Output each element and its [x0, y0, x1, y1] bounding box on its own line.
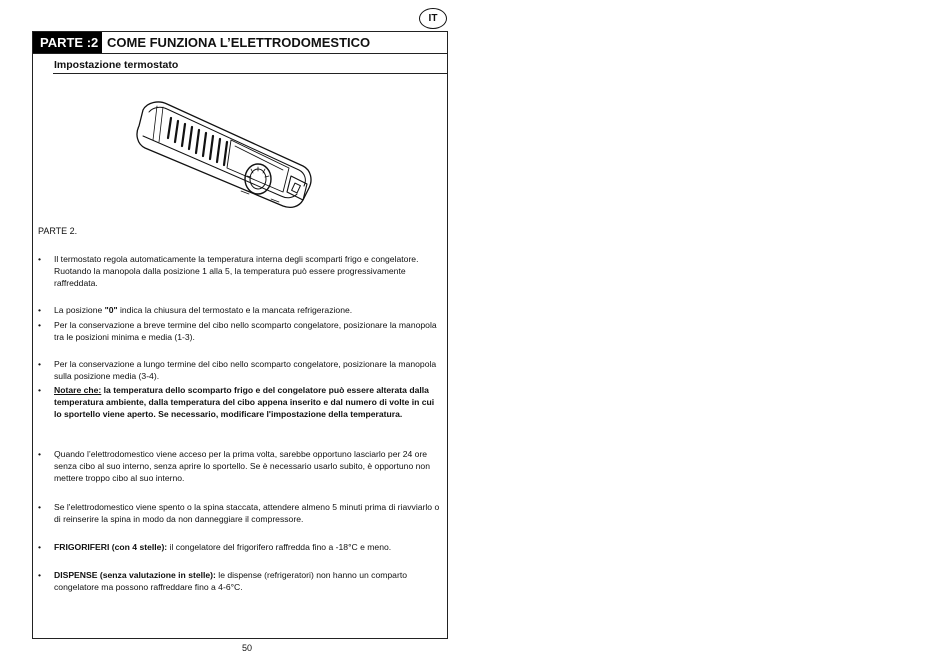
bullet-symbol: •: [38, 359, 42, 369]
list-item: [38, 253, 440, 289]
bullet-text-note: Notare che:: [54, 385, 102, 395]
bullet-text-rest: le dispense (refrigeratori) non hanno un comparto congelatore ma possono raffreddare fino a 4-6°C.: [54, 570, 407, 592]
list-item: [38, 448, 440, 484]
page-number: 50: [241, 643, 252, 653]
part-header: [33, 32, 447, 54]
bullet-symbol: •: [38, 502, 42, 512]
part-intro: PARTE 2.: [38, 226, 78, 236]
bullet-text-bold: DISPENSE (senza valutazione in stelle):: [54, 570, 216, 580]
language-badge: IT: [419, 8, 447, 29]
bullet-text: Per la conservazione a breve termine del cibo nello scomparto congelatore, posizionare la manopola tra le posizioni minima e media (1-3).: [54, 320, 437, 342]
bullet-symbol: •: [38, 449, 42, 459]
bullet-text: Quando l’elettrodomestico viene acceso per la prima volta, sarebbe opportuno lasciarlo per 24 ore senza cibo al suo interno, senza aprire lo sportello. Se è necessario usarlo subito, è opportuno non mettere troppo cibo al suo interno.: [54, 449, 430, 483]
bullet-text: Se l'elettrodomestico viene spento o la spina staccata, attendere almeno 5 minuti prima di riavviarlo o di reinserire la spina in modo da non danneggiare il compressore.: [54, 502, 440, 524]
bullet-text-rest: indica la chiusura del termostato e la mancata refrigerazione.: [117, 305, 353, 315]
bullet-symbol: •: [38, 570, 42, 580]
bullet-text-rest: il congelatore del frigorifero raffredda fino a -18°C e meno.: [167, 542, 392, 552]
section-header: [53, 58, 447, 74]
list-item: [38, 541, 440, 553]
list-item: [38, 304, 440, 316]
section-title: Impostazione termostato: [54, 59, 179, 71]
thermostat-control-illustration: [131, 96, 315, 216]
bullet-text: Il termostato regola automaticamente la temperatura interna degli scomparti frigo e congelatore. Ruotando la manopola dalla posizione 1 alla 5, la temperatura può essere progressivamente raffreddata.: [54, 254, 419, 288]
bullet-text: [54, 384, 440, 420]
bullet-symbol: •: [38, 305, 42, 315]
list-item: [38, 569, 440, 593]
bullet-text: [54, 541, 440, 553]
bullet-text: Per la conservazione a lungo termine del cibo nello scomparto congelatore, posizionare la manopola sulla posizione media (3-4).: [54, 359, 437, 381]
list-item: [38, 358, 440, 382]
bullet-text: [54, 304, 440, 316]
bullet-text-bold: "0": [104, 305, 118, 315]
bullet-text-bold: la temperatura dello scomparto frigo e del congelatore può essere alterata dalla temperatura ambiente, dalla temperatura del cibo appena inserito e dal numero di volte in cui lo sportello viene aperto. Se necessario, modificare l'impostazione della temperatura.: [54, 385, 435, 419]
list-item: [38, 384, 440, 420]
list-item: [38, 319, 440, 343]
bullet-text: [54, 569, 440, 593]
part-title: COME FUNZIONA L’ELETTRODOMESTICO: [107, 35, 371, 50]
page-frame: [32, 31, 448, 639]
bullet-symbol: •: [38, 385, 42, 395]
bullet-symbol: •: [38, 254, 42, 264]
bullet-text-lead: La posizione: [54, 305, 105, 315]
bullet-symbol: •: [38, 542, 42, 552]
bullet-symbol: •: [38, 320, 42, 330]
bullet-text-bold: FRIGORIFERI (con 4 stelle):: [54, 542, 168, 552]
list-item: [38, 501, 440, 525]
part-label: PARTE :2: [33, 32, 102, 53]
